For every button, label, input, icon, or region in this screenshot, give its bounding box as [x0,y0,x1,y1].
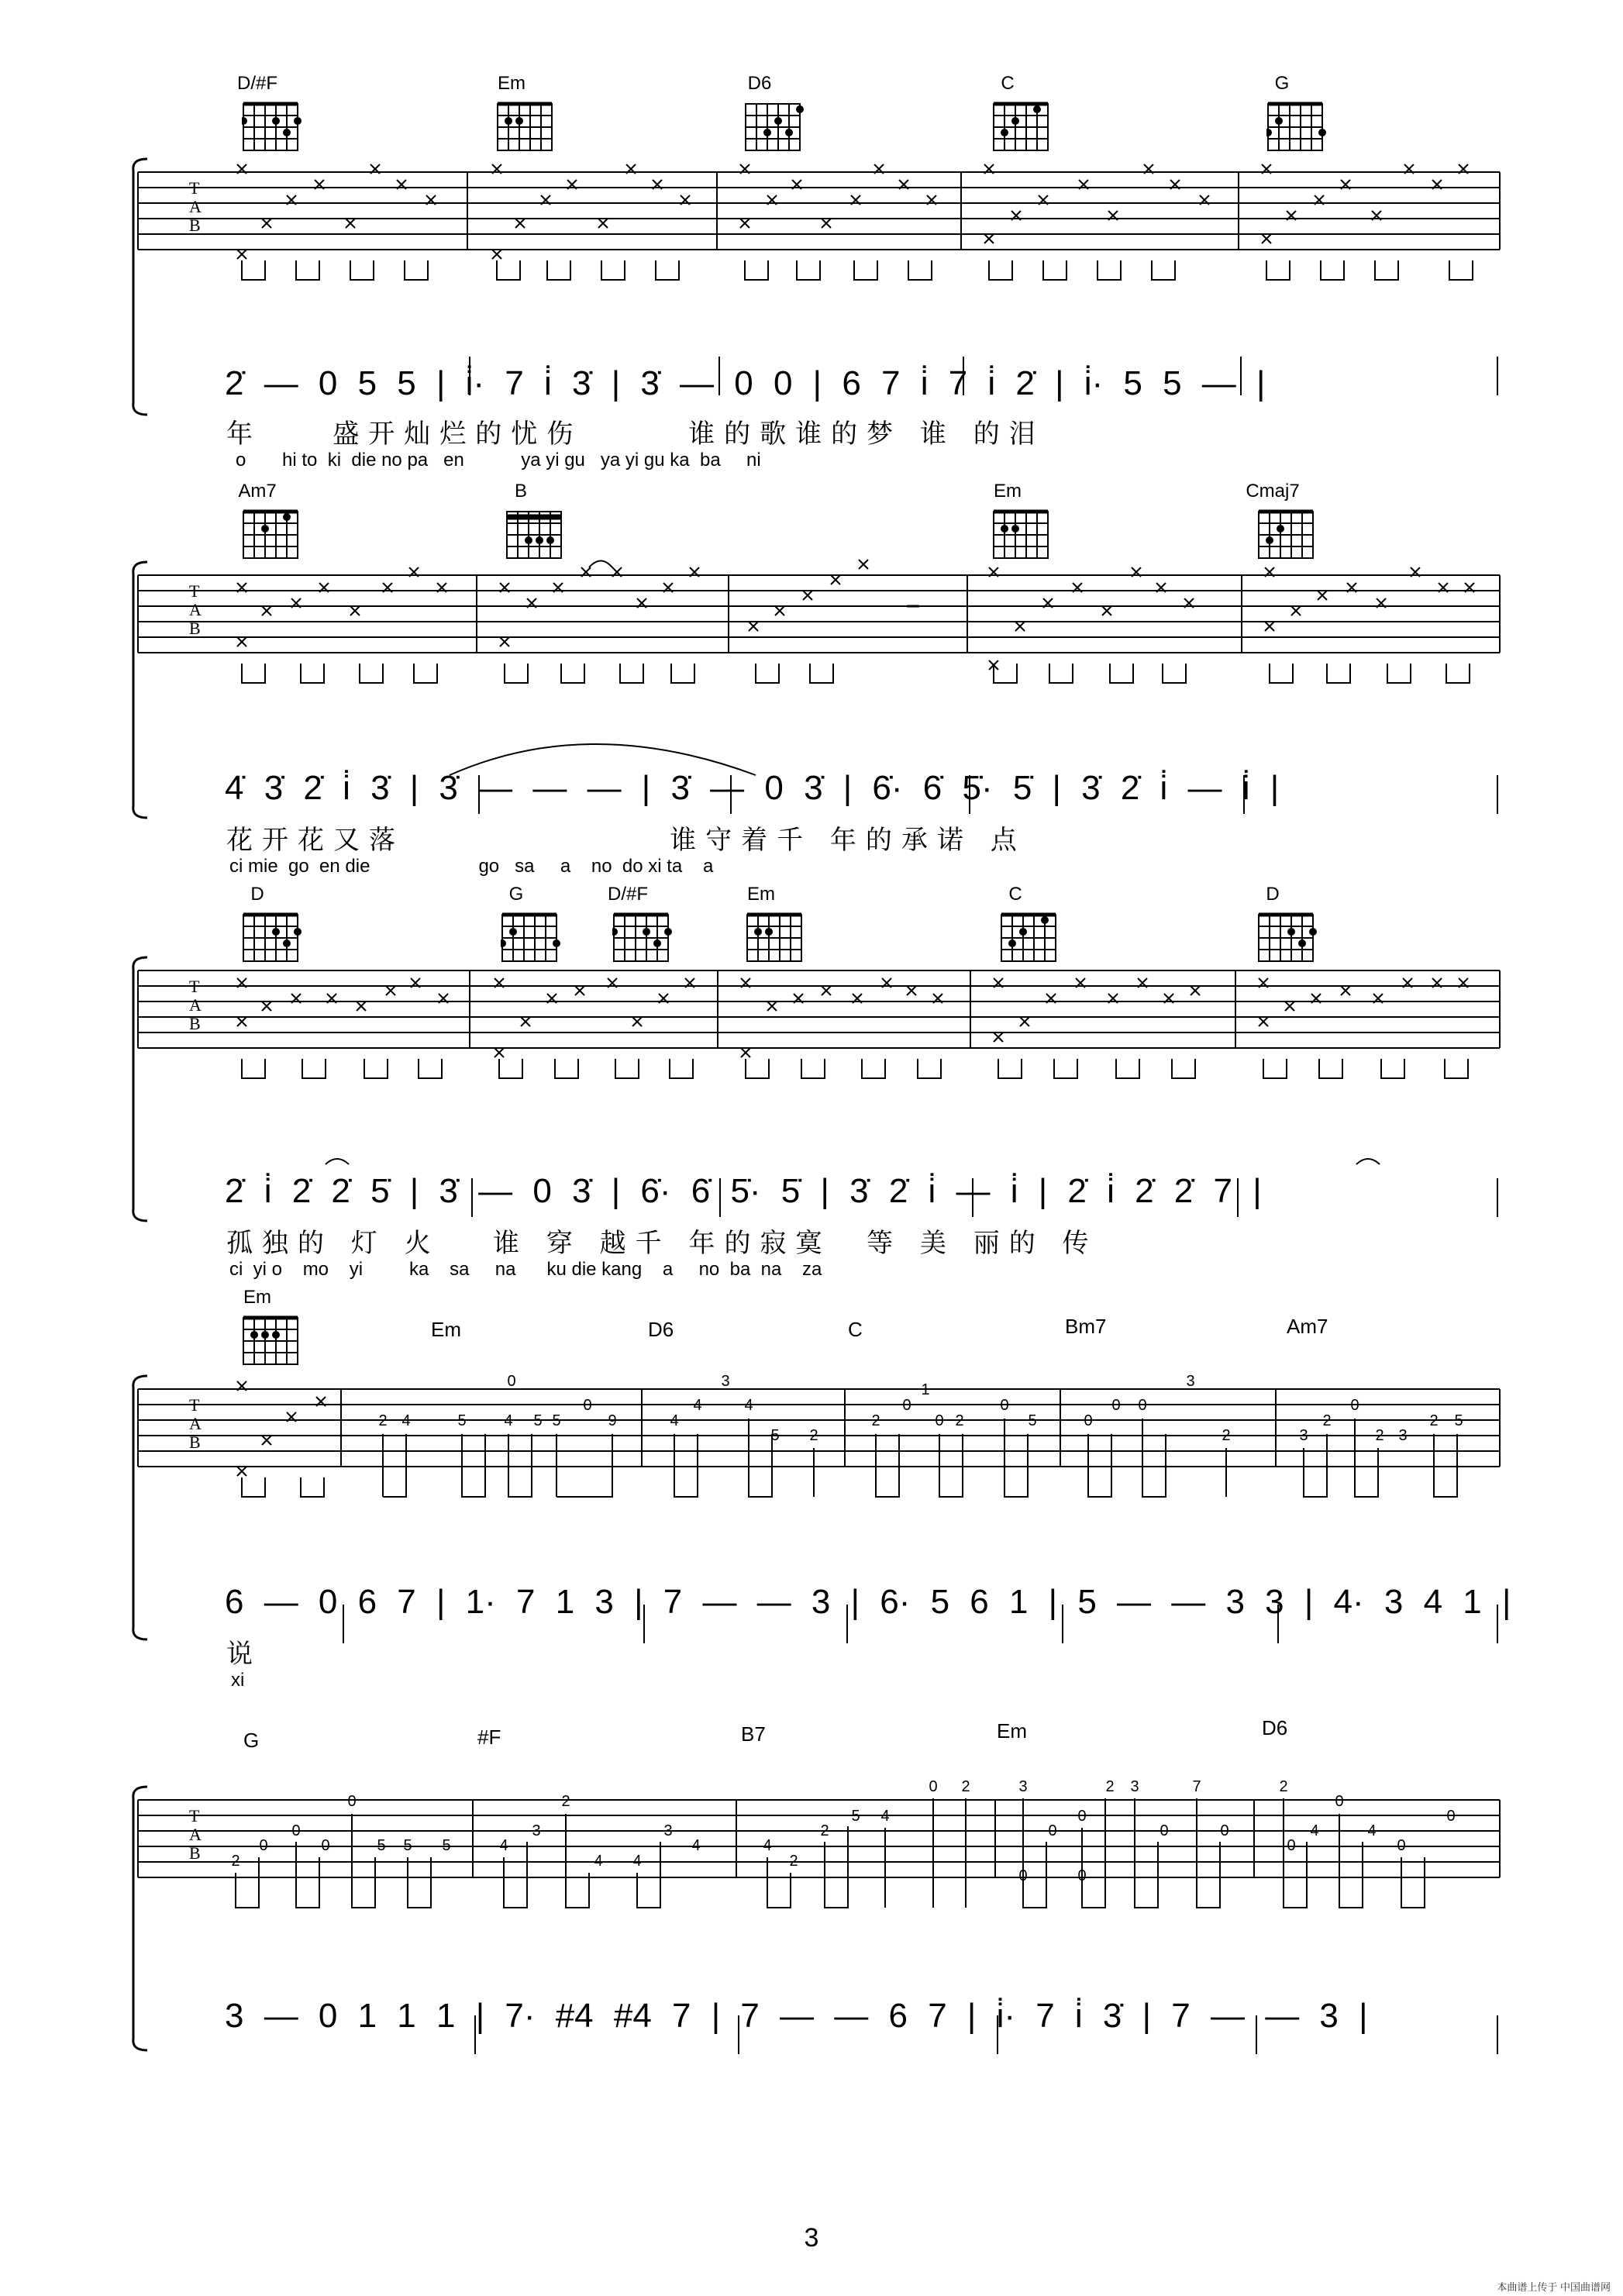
svg-text:A: A [189,197,202,216]
chord-name: B7 [741,1722,766,1746]
svg-text:0: 0 [347,1793,357,1810]
svg-text:0: 0 [1350,1397,1359,1414]
tab-staff [0,147,1623,566]
svg-text:4: 4 [693,1397,702,1414]
svg-text:5: 5 [442,1837,451,1854]
svg-text:3: 3 [721,1373,730,1390]
page-number: 3 [804,2223,819,2253]
svg-text:0: 0 [902,1397,911,1414]
svg-text:0: 0 [1220,1822,1229,1839]
svg-text:0: 0 [259,1837,268,1854]
chord-name: C [1001,73,1015,94]
svg-text:0: 0 [1446,1808,1456,1825]
svg-text:5: 5 [1454,1412,1463,1429]
chord-name: Em [994,481,1022,502]
romaji-line: o hi to ki die no pa en ya yi gu ya yi gu ka ba ni [236,450,761,471]
svg-text:7: 7 [1192,1778,1201,1795]
chord-name: D6 [747,73,772,94]
svg-text:0: 0 [507,1373,516,1390]
svg-text:B: B [189,1843,201,1863]
chord-name: Bm7 [1065,1315,1107,1338]
svg-text:2: 2 [1322,1412,1332,1429]
svg-text:4: 4 [499,1837,508,1854]
svg-text:2: 2 [1222,1427,1231,1444]
tab-label [189,977,202,1033]
svg-text:T: T [189,178,200,198]
svg-text:3: 3 [1398,1427,1408,1444]
tab-label [189,178,202,235]
tab-label [189,1806,202,1863]
romaji-line: ci yi o mo yi ka sa na ku die kang a no ba na za [229,1259,822,1280]
chord-name: Cmaj7 [1246,481,1300,502]
lyrics-line: 年 盛开灿烂的忧伤 谁的歌谁的梦 谁 的泪 [226,419,1045,450]
chord-name: Em [747,884,775,905]
svg-text:2: 2 [789,1853,798,1870]
svg-text:0: 0 [1335,1793,1344,1810]
svg-text:9: 9 [608,1412,617,1429]
svg-text:2: 2 [1105,1778,1115,1795]
svg-text:4: 4 [744,1397,753,1414]
chord-name: D/#F [236,73,277,94]
chord-name: D6 [648,1318,674,1341]
svg-text:B: B [189,1014,201,1033]
svg-text:0: 0 [1077,1808,1087,1825]
svg-text:0: 0 [1111,1397,1121,1414]
jianpu-line: 2̇ — 0 5 5 | i̇· 7 i̇ 3̇ | 3̇ — 0 0 | 6 7 i̇ 7 i̇ 2̇ | i̇· 5 5 — | [225,364,1266,402]
svg-text:A: A [189,995,202,1015]
svg-text:5: 5 [403,1837,412,1854]
svg-text:4: 4 [1367,1822,1377,1839]
svg-text:T: T [189,1395,200,1415]
svg-text:5: 5 [377,1837,386,1854]
svg-text:4: 4 [594,1853,603,1870]
svg-text:0: 0 [291,1822,301,1839]
svg-text:0: 0 [1048,1822,1057,1839]
jianpu-line: 3 — 0 1 1 1 | 7· #4 #4 7 | 7 — — 6 7 | i̇· 7 i̇ 3̇ | 7 — — 3 | [225,1997,1368,2035]
svg-text:2: 2 [961,1778,970,1795]
svg-text:4: 4 [632,1853,642,1870]
chord-name: #F [477,1725,501,1749]
svg-text:B: B [189,1432,201,1452]
jianpu-line: 2̇ i̇ 2̇ 2̇ 5̇ | 3̇ — 0 3̇ | 6̇· 6̇ 5̇· 5̇ | 3̇ 2̇ i̇ — i̇ | 2̇ i̇ 2̇ 2̇ 7 | [225,1172,1262,1210]
svg-text:B: B [189,619,201,638]
svg-text:T: T [189,581,200,601]
chord-name: G [508,884,524,905]
chord-name: Em [243,1287,271,1308]
svg-text:0: 0 [1138,1397,1147,1414]
svg-text:0: 0 [1018,1867,1028,1884]
svg-text:0: 0 [1287,1837,1296,1854]
svg-text:4: 4 [880,1808,890,1825]
svg-text:5: 5 [533,1412,543,1429]
svg-text:0: 0 [935,1412,944,1429]
svg-text:A: A [189,1825,202,1844]
svg-text:4: 4 [504,1412,513,1429]
romaji-line: ci mie go en die go sa a no do xi ta a [229,856,714,877]
svg-text:4: 4 [1310,1822,1319,1839]
svg-text:T: T [189,977,200,996]
svg-text:3: 3 [1018,1778,1028,1795]
svg-text:A: A [189,1414,202,1433]
tab-label [189,581,202,638]
chord-name: Em [431,1318,461,1341]
svg-text:4: 4 [401,1412,411,1429]
svg-text:0: 0 [1160,1822,1169,1839]
svg-text:0: 0 [321,1837,330,1854]
chord-name: C [1008,884,1022,905]
jianpu-line: 4̇ 3̇ 2̇ i̇ 3̇ | 3̇ — — — | 3̇ — 0 3̇ | 6̇· 6̇ 5̇· 5̇ | 3̇ 2̇ i̇ — i̇ | [225,769,1280,807]
svg-text:0: 0 [1077,1867,1087,1884]
svg-text:2: 2 [1375,1427,1384,1444]
chord-grid-icon [242,1310,304,1372]
svg-text:3: 3 [1130,1778,1139,1795]
chord-name: Em [997,1719,1027,1743]
svg-text:5: 5 [457,1412,467,1429]
svg-text:0: 0 [583,1397,592,1414]
svg-text:2: 2 [1429,1412,1439,1429]
chord-name: Am7 [1287,1315,1328,1338]
tab-label [189,1395,202,1452]
lyrics-line: 说 [226,1639,253,1670]
svg-text:3: 3 [1299,1427,1308,1444]
svg-text:2: 2 [820,1822,829,1839]
svg-text:0: 0 [1084,1412,1093,1429]
chord-name: D/#F [607,884,648,905]
svg-text:0: 0 [1397,1837,1406,1854]
chord-name: D6 [1262,1716,1288,1739]
svg-text:3: 3 [1186,1373,1195,1390]
chord-name: D [250,884,264,905]
chord-name: B [514,481,527,502]
svg-text:3: 3 [532,1822,541,1839]
svg-text:2: 2 [561,1793,570,1810]
svg-text:A: A [189,600,202,619]
chord-name: G [1274,73,1290,94]
tab-staff [0,1775,1623,2116]
svg-text:5: 5 [770,1427,780,1444]
svg-text:T: T [189,1806,200,1825]
svg-text:4: 4 [691,1837,701,1854]
svg-text:2: 2 [1279,1778,1288,1795]
chord-name: C [848,1318,863,1341]
site-watermark: 本曲谱上传于 中国曲谱网 [1497,2281,1611,2293]
svg-text:0: 0 [929,1778,938,1795]
svg-text:B: B [189,215,201,235]
svg-text:2: 2 [809,1427,818,1444]
svg-text:2: 2 [378,1412,388,1429]
lyrics-line: 孤独的 灯 火 谁 穿 越千 年的寂寞 等 美 丽的 传 [226,1228,1098,1259]
svg-text:3: 3 [663,1822,673,1839]
svg-text:5: 5 [851,1808,860,1825]
jianpu-line: 6 — 0 6 7 | 1· 7 1 3 | 7 — — 3 | 6· 5 6 1 | 5 — — 3 3 | 4· 3 4 1 | [225,1583,1511,1621]
romaji-line: xi [231,1670,245,1691]
svg-text:2: 2 [955,1412,964,1429]
chord-name: G [243,1729,260,1752]
chord-name: Em [498,73,525,94]
svg-text:1: 1 [921,1381,930,1398]
svg-text:5: 5 [552,1412,561,1429]
svg-text:0: 0 [1000,1397,1009,1414]
svg-text:4: 4 [763,1837,772,1854]
lyrics-line: 花开花又落 谁守着千 年的承诺 点 [226,825,1026,856]
svg-text:4: 4 [670,1412,679,1429]
chord-name: Am7 [238,481,277,502]
svg-text:5: 5 [1028,1412,1037,1429]
svg-text:2: 2 [231,1853,240,1870]
chord-name: D [1266,884,1280,905]
svg-text:2: 2 [871,1412,880,1429]
